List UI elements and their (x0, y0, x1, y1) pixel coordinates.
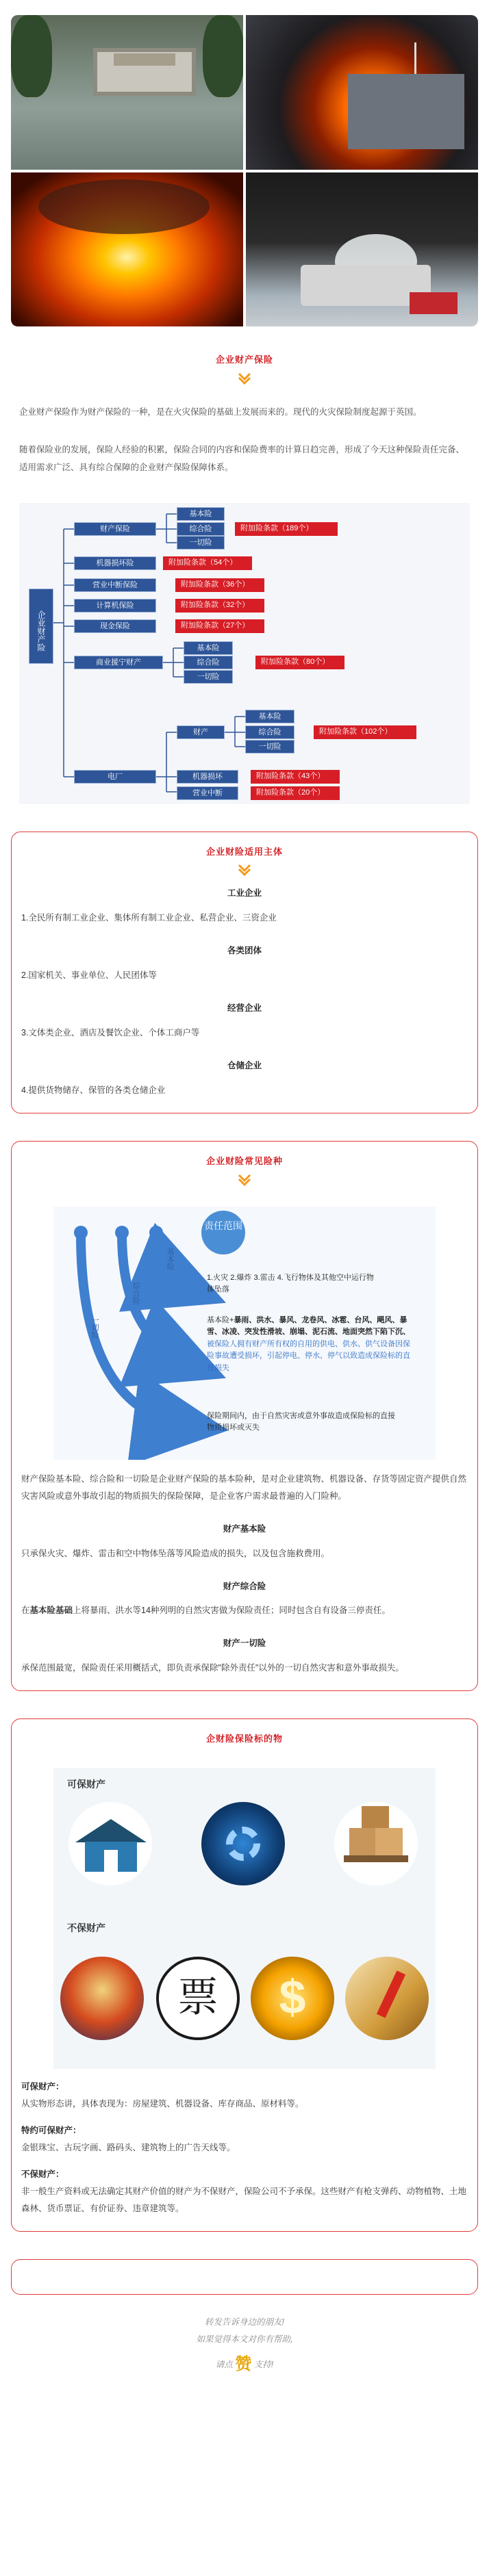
tree-clause: 附加险条款（20个） (251, 786, 340, 800)
types-intro: 财产保险基本险、综合险和一切险是企业财产保险的基本险种，是对企业建筑物、机器设备、存货等固定资产提供自然灾害风险或意外事故引起的物质损失的保险保障，是企业客户需求最普遍的入门险种。 (21, 1473, 467, 1501)
coverage-scope-diagram (53, 1207, 436, 1460)
tree-clause: 附加险条款（36个） (175, 578, 264, 592)
tree-node: 现金保险 (74, 619, 156, 633)
insurance-tree-diagram (19, 503, 470, 804)
tree-node: 机器损坏险 (74, 556, 156, 570)
uninsurable-label: 不保财产 (67, 1922, 105, 1933)
type-text-bold: 基本险基础 (29, 1606, 73, 1616)
arc-label: 一切险 (90, 1315, 99, 1339)
article (0, 15, 489, 2401)
section-title-objects: 企财险保险标的物 (205, 1734, 283, 1744)
common-types-card (11, 1141, 478, 1691)
tree-clause: 附加险条款（102个） (314, 725, 416, 739)
tree-node: 电厂 (74, 770, 156, 784)
section-title-enterprise-insurance: 企业财产保险 (215, 355, 273, 365)
subject-heading: 工业企业 (223, 886, 266, 901)
tree-root: 企业财产险 (29, 589, 53, 664)
footer-like-prefix: 请点 (215, 2360, 233, 2369)
tree-clause: 附加险条款（32个） (175, 599, 264, 613)
subject-text: 4.提供货物储存、保管的各类仓储企业 (21, 1085, 166, 1095)
empty-card (11, 2259, 478, 2295)
flood-photo (11, 15, 243, 170)
type-text-rest: 上将暴雨、洪水等14种列明的自然灾害做为保险责任；同时包含自有设备三停责任。 (73, 1606, 390, 1616)
object-item-text: 从实物形态讲，具体表现为：房屋建筑、机器设备、库存商品、原材料等。 (21, 2099, 304, 2109)
tree-node: 营业中断保险 (74, 578, 156, 592)
subject-text: 2.国家机关、事业单位、人民团体等 (21, 970, 157, 981)
applicable-subjects-card (11, 832, 478, 1113)
tree-node: 财产 (177, 725, 225, 739)
tree-node: 综合险 (177, 522, 225, 536)
intro-paragraph: 企业财产保险作为财产保险的一种，是在火灾保险的基础上发展而来的。现代的火灾保险制度起源于英国。 (19, 407, 422, 417)
arc-label: 综合险 (131, 1281, 140, 1304)
chevron-down-icon (236, 1172, 253, 1186)
tree-clause: 附加险条款（27个） (175, 619, 264, 633)
footer (11, 2314, 478, 2381)
type-text: 承保范围最宽，保险责任采用概括式，即负责承保除"除外责任"以外的一切自然灾害和意外事故损失。 (21, 1663, 404, 1673)
ticket-icon: 票 (156, 1957, 240, 2040)
object-item-head: 可保财产： (21, 2082, 64, 2091)
section-title-subjects: 企业财险适用主体 (205, 846, 283, 857)
globe-icon (60, 1957, 144, 2040)
section-title-types: 企业财险常见险种 (205, 1155, 283, 1166)
type-text: 只承保火灾、爆炸、雷击和空中物体坠落等风险造成的损失，以及包含施救费用。 (21, 1548, 330, 1558)
building-fire-photo (246, 15, 478, 170)
like-icon[interactable]: 赞 (235, 2355, 252, 2373)
tree-node: 基本险 (177, 507, 225, 521)
type-text (21, 1602, 468, 1619)
chevron-down-icon (236, 371, 253, 385)
chevron-down-icon (236, 862, 253, 876)
basic-scope-text: 1.火灾 2.爆炸 3.雷击 4.飞行物体及其他空中运行物体坠落 (207, 1273, 374, 1294)
tree-node: 财产保险 (74, 522, 156, 536)
tree-clause: 附加险条款（80个） (255, 656, 344, 669)
type-heading: 财产一切险 (219, 1636, 271, 1651)
tree-node: 一切险 (184, 670, 233, 684)
tree-connectors (19, 503, 470, 804)
disaster-photo-collage (11, 15, 478, 326)
subject-heading: 经营企业 (223, 1001, 266, 1016)
boxes-icon (334, 1802, 418, 1885)
gear-icon (201, 1802, 285, 1885)
footer-like-line (11, 2348, 478, 2381)
explosion-photo (11, 172, 243, 327)
object-item-text: 金银珠宝、古玩字画、路码头、建筑物上的广告天线等。 (21, 2143, 236, 2152)
object-item-head: 特约可保财产： (21, 2126, 82, 2135)
dollar-icon: $ (251, 1957, 334, 2040)
type-heading: 财产基本险 (219, 1522, 271, 1537)
footer-line: 转发告诉身边的朋友! (205, 2317, 284, 2327)
footer-line: 如果觉得本文对你有帮助, (196, 2334, 293, 2344)
allrisk-scope-text: 保险期间内，由于自然灾害或意外事故造成保险标的直接物质损坏或灭失 (207, 1411, 395, 1432)
history-paragraph: 随着保险业的发展，保险人经验的积累，保险合同的内容和保险费率的计算日趋完善，形成了今天这种保险责任完备、适用需求广泛、具有综合保障的企业财产保险保障体系。 (19, 445, 465, 472)
tree-node: 一切险 (177, 536, 225, 550)
object-item-text: 非一般生产资料或无法确定其财产价值的财产为不保财产，保险公司不予承保。这些财产有枪支弹药、动物植物、土地森林、货币票证、有价证券、违章建筑等。 (21, 2187, 467, 2213)
tree-node: 基本险 (184, 641, 233, 655)
tree-clause: 附加险条款（43个） (251, 770, 340, 784)
object-item (21, 2166, 468, 2217)
tree-node: 综合险 (245, 725, 294, 739)
composite-perils: 暴雨、洪水、暴风、龙卷风、冰雹、台风、飓风、暴雪、冰凌、突发性滑坡、崩塌、泥石流、地面突然下陷下沉、 (207, 1315, 410, 1337)
footer-like-suffix: 支持! (253, 2360, 274, 2369)
insured-objects-card (11, 1718, 478, 2232)
subject-heading: 各类团体 (223, 944, 266, 959)
composite-scope-text (207, 1315, 412, 1375)
map-icon (345, 1957, 429, 2040)
subject-text: 1.全民所有制工业企业、集体所有制工业企业、私营企业、三资企业 (21, 913, 277, 923)
tree-node: 综合险 (184, 656, 233, 669)
type-text-lead: 在 (21, 1606, 30, 1616)
subject-text: 3.文体类企业、酒店及餐饮企业、个体工商户等 (21, 1028, 200, 1038)
tree-clause: 附加险条款（189个） (235, 522, 338, 536)
tree-node: 商业援宁财产 (74, 656, 163, 669)
object-item (21, 2078, 468, 2113)
insured-objects-diagram (53, 1768, 436, 2069)
insurable-label: 可保财产 (67, 1779, 105, 1790)
tree-node: 计算机保险 (74, 599, 156, 613)
subject-heading: 仓储企业 (223, 1059, 266, 1074)
house-icon (68, 1802, 152, 1885)
tree-node: 一切险 (245, 740, 294, 754)
tree-node: 机器损坏 (177, 770, 238, 784)
tree-node: 基本险 (245, 710, 294, 723)
tree-node: 营业中断 (177, 786, 238, 800)
object-item (21, 2122, 468, 2156)
object-item-head: 不保财产： (21, 2169, 64, 2179)
tree-clause: 附加险条款（54个） (163, 556, 252, 570)
scope-badge: 责任范围 (201, 1211, 245, 1254)
composite-tail: 被保险人拥有财产所有权的自用的供电、供水、供气设备因保险事故遭受损坏，引起停电、停水、停气以致造成保险标的直接损失 (207, 1339, 410, 1372)
tank-fire-photo (246, 172, 478, 327)
arc-label: 基本险 (166, 1247, 175, 1270)
composite-lead: 基本险+ (207, 1315, 234, 1324)
type-heading: 财产综合险 (219, 1580, 271, 1595)
